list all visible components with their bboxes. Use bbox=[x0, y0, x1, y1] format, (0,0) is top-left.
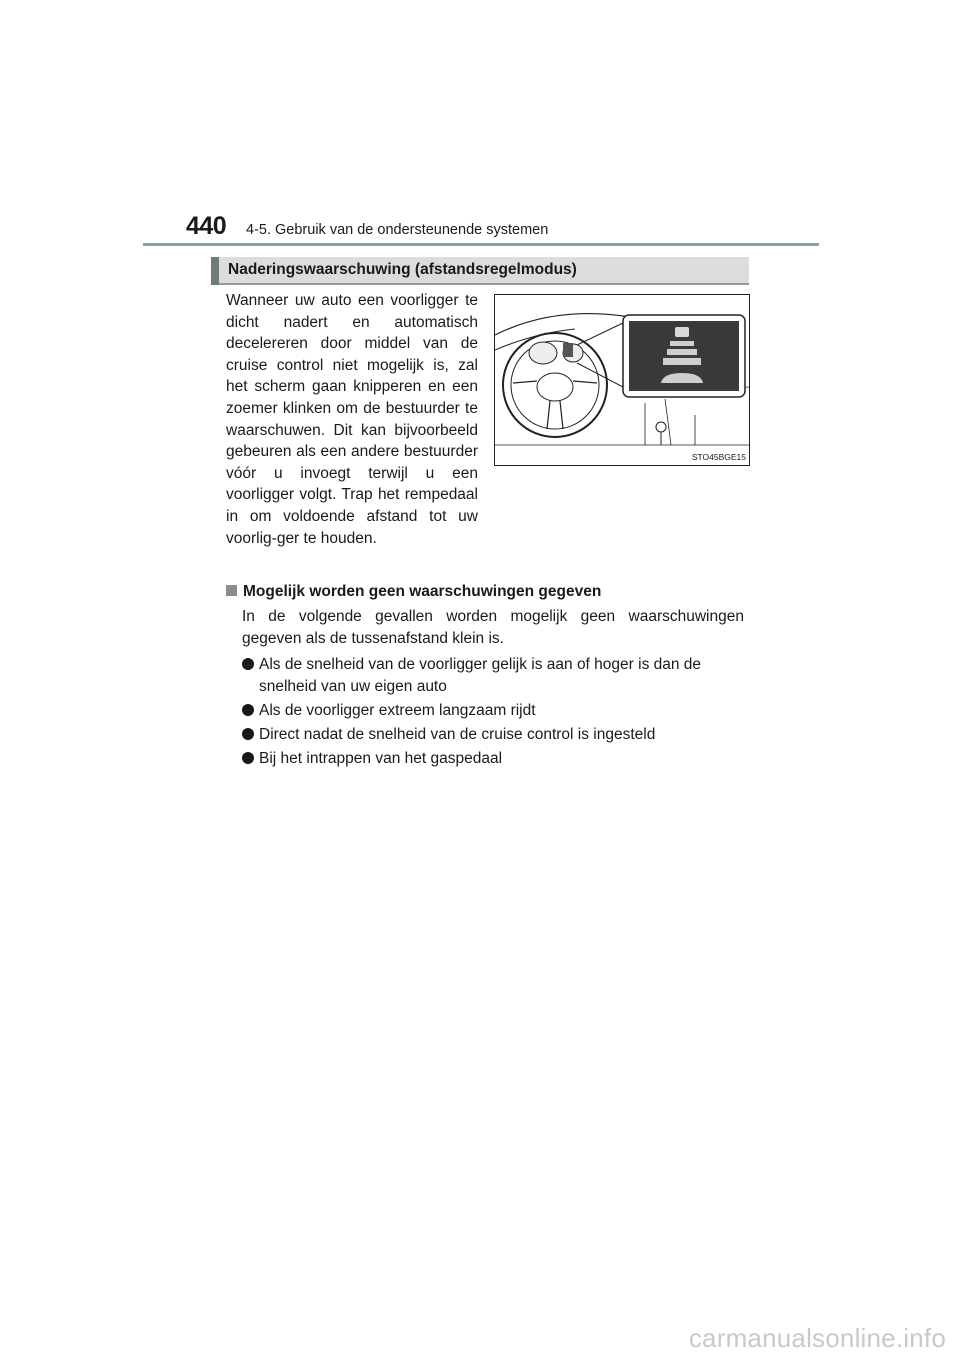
section-title: Naderingswaarschuwing (afstandsregelmodus) bbox=[228, 261, 577, 278]
list-item bbox=[242, 748, 744, 770]
bullet-list bbox=[242, 654, 744, 772]
list-item bbox=[242, 724, 744, 746]
list-item-text: Bij het intrappen van het gaspedaal bbox=[259, 750, 503, 767]
dashboard-illustration bbox=[494, 294, 750, 466]
header-divider bbox=[143, 243, 819, 246]
bullet-dot-icon bbox=[242, 752, 254, 764]
list-item-text: Als de voorligger extreem langzaam rijdt bbox=[259, 702, 536, 719]
subsection-paragraph: In de volgende gevallen worden mogelijk geen waarschuwingen gegeven als de tussenafstand klein is. bbox=[242, 608, 744, 647]
list-item bbox=[242, 654, 744, 698]
section-heading-bar bbox=[211, 257, 749, 285]
bullet-dot-icon bbox=[242, 658, 254, 670]
dashboard-drawing bbox=[495, 295, 749, 465]
figure-code: STO45BGE15 bbox=[691, 452, 746, 462]
intro-paragraph: Wanneer uw auto een voorligger te dicht nadert en automatisch decelereren door middel van de cruise control niet mogelijk is, zal het scherm gaan knipperen en een zoemer klinken om de bestuurder te waarschuwen. Dit kan bijvoorbeeld gebeuren als een andere bestuurder vóór u invoegt terwijl u een voorligger volgt. Trap het rempedaal in om voldoende afstand tot uw voorlig-ger te houden. bbox=[226, 292, 478, 547]
subsection-title: Mogelijk worden geen waarschuwingen gegeven bbox=[243, 583, 602, 600]
list-item bbox=[242, 700, 744, 722]
subsection-heading bbox=[226, 583, 601, 601]
list-item-text: Direct nadat de snelheid van de cruise control is ingesteld bbox=[259, 726, 656, 743]
watermark: carmanualsonline.info bbox=[688, 1323, 946, 1353]
list-item-text: Als de snelheid van de voorligger gelijk is aan of hoger is dan de snelheid van uw eigen auto bbox=[259, 656, 702, 695]
bullet-dot-icon bbox=[242, 704, 254, 716]
section-accent bbox=[211, 257, 219, 285]
bullet-dot-icon bbox=[242, 728, 254, 740]
square-bullet-icon bbox=[226, 585, 237, 596]
chapter-title: 4-5. Gebruik van de ondersteunende systemen bbox=[246, 222, 549, 238]
page-number: 440 bbox=[186, 212, 227, 240]
